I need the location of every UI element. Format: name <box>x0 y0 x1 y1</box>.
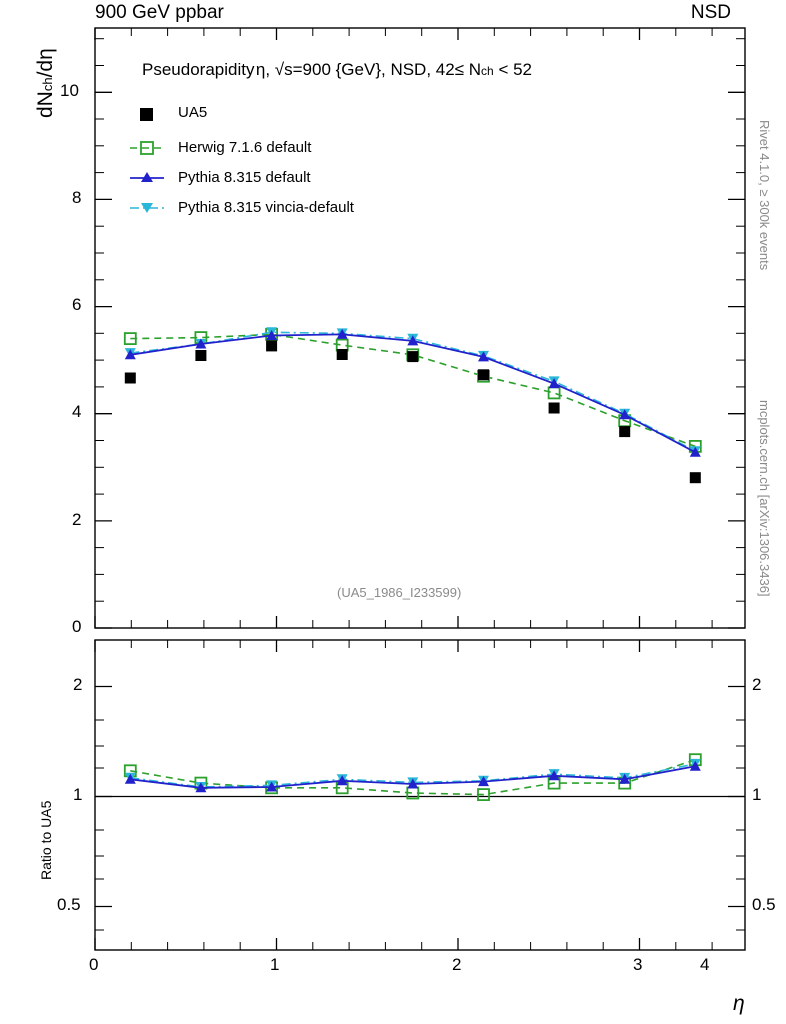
legend-item-herwig[interactable]: Herwig 7.1.6 default <box>178 139 312 156</box>
series-pythia-vincia <box>125 327 701 456</box>
x-tick-1: 1 <box>270 955 280 974</box>
ratio-y-tick-1-right: 1 <box>752 785 762 804</box>
y-tick-6: 6 <box>72 295 82 314</box>
y-tick-0: 0 <box>72 617 82 636</box>
legend-markers <box>130 108 164 213</box>
series-pythia-default <box>125 329 701 457</box>
x-tick-4: 4 <box>700 955 710 974</box>
x-tick-0: 0 <box>89 955 99 974</box>
ratio-y-tick-05-left: 0.5 <box>57 895 81 914</box>
x-tick-3: 3 <box>633 955 643 974</box>
y-tick-8: 8 <box>72 188 82 207</box>
rivet-caption: Rivet 4.1.0, ≥ 300k events <box>757 120 772 271</box>
header-right: NSD <box>690 2 731 23</box>
ratio-y-axis-label: Ratio to UA5 <box>38 800 54 880</box>
x-tick-2: 2 <box>452 955 462 974</box>
ratio-y-tick-2-left: 2 <box>73 675 83 694</box>
y-tick-10: 10 <box>60 81 79 100</box>
series-herwig <box>125 329 701 452</box>
y-tick-2: 2 <box>72 510 82 529</box>
header-left: 900 GeV ppbar <box>95 2 224 23</box>
ratio-y-tick-1-left: 1 <box>73 785 83 804</box>
legend-item-pythia-vincia[interactable]: Pythia 8.315 vincia-default <box>178 199 354 216</box>
series-ua5 <box>125 340 701 483</box>
ratio-y-tick-05-right: 0.5 <box>752 895 776 914</box>
mcplots-caption: mcplots.cern.ch [arXiv:1306.3436] <box>757 400 772 597</box>
legend-item-ua5[interactable]: UA5 <box>178 104 208 121</box>
ratio-pythia-default <box>125 761 701 793</box>
ratio-herwig <box>125 754 701 800</box>
x-axis-label: η <box>733 992 745 1015</box>
y-axis-label: dNch/dη <box>34 48 57 118</box>
legend-item-pythia-default[interactable]: Pythia 8.315 default <box>178 169 311 186</box>
y-tick-4: 4 <box>72 402 82 421</box>
plot-title: Pseudorapidity η, √s=900 {GeV}, NSD, 42≤ Nch < 52 <box>142 60 533 79</box>
ratio-y-tick-2-right: 2 <box>752 675 762 694</box>
dataset-watermark: (UA5_1986_I233599) <box>337 585 462 600</box>
